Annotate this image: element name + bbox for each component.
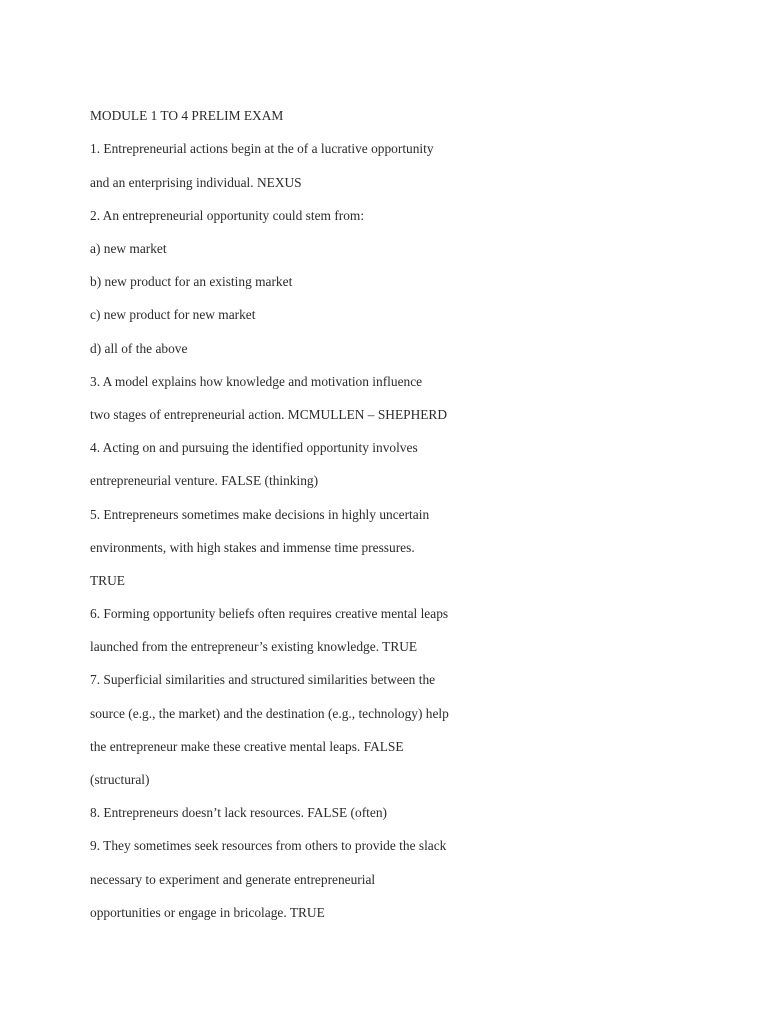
text-line: 7. Superficial similarities and structured similarities between the bbox=[90, 672, 436, 687]
text-line: 5. Entrepreneurs sometimes make decisions in highly uncertain bbox=[90, 507, 430, 522]
text-line: environments, with high stakes and immense time pressures. bbox=[90, 540, 415, 555]
text-line: (structural) bbox=[90, 772, 150, 787]
text-line: necessary to experiment and generate entrepreneurial bbox=[90, 872, 376, 887]
text-line: 8. Entrepreneurs doesn’t lack resources. FALSE (often) bbox=[90, 805, 387, 820]
text-line: TRUE bbox=[90, 573, 125, 588]
text-line: two stages of entrepreneurial action. MCMULLEN – SHEPHERD bbox=[90, 407, 448, 422]
text-line: 3. A model explains how knowledge and motivation influence bbox=[90, 374, 423, 389]
text-line: the entrepreneur make these creative mental leaps. FALSE bbox=[90, 739, 404, 754]
text-line: a) new market bbox=[90, 241, 167, 256]
text-line: b) new product for an existing market bbox=[90, 274, 293, 289]
document-title: MODULE 1 TO 4 PRELIM EXAM bbox=[90, 108, 284, 123]
text-line: source (e.g., the market) and the destination (e.g., technology) help bbox=[90, 706, 449, 721]
text-line: and an enterprising individual. NEXUS bbox=[90, 175, 302, 190]
text-line: 9. They sometimes seek resources from others to provide the slack bbox=[90, 838, 447, 853]
text-line: c) new product for new market bbox=[90, 307, 256, 322]
text-line: entrepreneurial venture. FALSE (thinking) bbox=[90, 473, 319, 488]
text-line: launched from the entrepreneur’s existing knowledge. TRUE bbox=[90, 639, 418, 654]
text-line: 6. Forming opportunity beliefs often requires creative mental leaps bbox=[90, 606, 449, 621]
text-line: 4. Acting on and pursuing the identified opportunity involves bbox=[90, 440, 418, 455]
text-line: d) all of the above bbox=[90, 341, 188, 356]
text-line: 2. An entrepreneurial opportunity could stem from: bbox=[90, 208, 365, 223]
text-line: opportunities or engage in bricolage. TRUE bbox=[90, 905, 325, 920]
text-line: 1. Entrepreneurial actions begin at the of a lucrative opportunity bbox=[90, 141, 434, 156]
